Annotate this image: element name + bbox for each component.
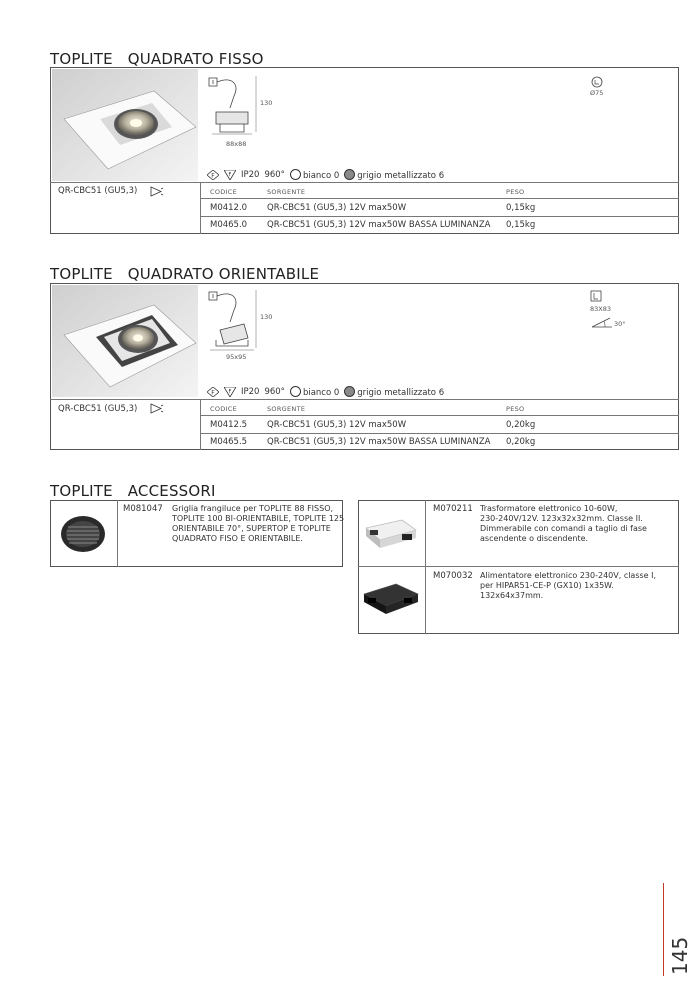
spec-line-fisso (207, 169, 444, 181)
header-code: CODICE (210, 405, 238, 413)
accessory-description: Griglia frangiluce per TOPLITE 88 FISSO, TOPLITE 100 BI-ORIENTABILE, TOPLITE 125 ORIENTABILE 70°, SUPERTOP E TOPLITE QUADRATO FISO E ORIENTABILE. (172, 504, 345, 543)
row-weight: 0,15kg (506, 220, 536, 230)
triangle-f-icon (224, 387, 236, 397)
finish-grey-label: grigio metallizzato 6 (357, 388, 445, 398)
finish-grey-swatch (344, 169, 355, 180)
class-diamond-icon (207, 387, 219, 397)
row-code: M0412.5 (210, 420, 248, 430)
table-row-rule (200, 433, 679, 434)
svg-text:F: F (228, 172, 232, 178)
header-source: SORGENTE (267, 188, 306, 196)
accessory-divider (117, 500, 118, 567)
lamp-type-orientabile: QR-CBC51 (GU5,3) (58, 404, 138, 414)
svg-text:F: F (211, 172, 215, 180)
cutout-size-orientabile: 83X83 (590, 305, 611, 313)
table-row-rule (200, 216, 679, 217)
glow-wire-temp: 960° (264, 170, 285, 180)
finish-white-label: bianco 0 (302, 388, 340, 398)
row-weight: 0,15kg (506, 203, 536, 213)
row-code: M0465.5 (210, 437, 248, 447)
table-col-divider (200, 399, 201, 450)
cutout-square-icon (590, 290, 602, 302)
accessory-code: M081047 (123, 504, 163, 514)
drawing-size-fisso: 88x88 (226, 140, 247, 148)
svg-text:F: F (228, 389, 232, 395)
svg-text:F: F (211, 389, 215, 397)
accessory-code: M070211 (433, 504, 473, 514)
accessory-row-rule (358, 566, 679, 567)
class-diamond-icon (207, 170, 219, 180)
section-title-fisso: TOPLITE QUADRATO FISSO (50, 50, 264, 68)
cutout-round-icon (590, 75, 604, 89)
drawing-height-orientabile: 130 (260, 313, 273, 321)
row-code: M0412.0 (210, 203, 248, 213)
row-weight: 0,20kg (506, 420, 536, 430)
glow-wire-temp: 960° (264, 387, 285, 397)
accessory-photo-transformer (362, 514, 420, 550)
page-accent-line (663, 883, 664, 976)
table-header-rule (200, 415, 679, 416)
accessory-photo-power-supply (360, 578, 422, 618)
tilt-angle-icon (591, 317, 613, 329)
lamp-type-fisso: QR-CBC51 (GU5,3) (58, 186, 138, 196)
finish-grey-swatch (344, 386, 355, 397)
tilt-angle: 30° (614, 320, 626, 328)
row-source: QR-CBC51 (GU5,3) 12V max50W BASSA LUMINANZA (267, 437, 491, 447)
product-photo-orientabile (52, 285, 198, 397)
lamp-beam-icon (150, 186, 164, 197)
table-col-divider (200, 182, 201, 234)
finish-grey-label: grigio metallizzato 6 (357, 171, 445, 181)
row-source: QR-CBC51 (GU5,3) 12V max50W (267, 203, 407, 213)
triangle-f-icon (224, 170, 236, 180)
finish-white-swatch (290, 386, 301, 397)
table-top-rule (50, 399, 679, 400)
header-weight: PESO (506, 188, 525, 196)
drawing-height-fisso: 130 (260, 99, 273, 107)
lamp-beam-icon (150, 403, 164, 414)
accessory-description: Trasformatore elettronico 10-60W, 230-240V/12V. 123x32x32mm. Classe II. Dimmerabile con comandi a taglio di fase ascendente o discendente. (480, 504, 647, 543)
header-code: CODICE (210, 188, 238, 196)
product-photo-fisso (52, 69, 198, 181)
accessory-description: Alimentatore elettronico 230-240V, classe I, per HIPAR51-CE-P (GX10) 1x35W. 132x64x37mm. (480, 571, 657, 600)
row-source: QR-CBC51 (GU5,3) 12V max50W BASSA LUMINANZA (267, 220, 491, 230)
accessory-code: M070032 (433, 571, 473, 581)
spec-line-orientabile (207, 386, 444, 398)
cutout-size-fisso: Ø75 (590, 89, 604, 97)
section-title-accessori: TOPLITE ACCESSORI (50, 482, 216, 500)
finish-white-swatch (290, 169, 301, 180)
header-source: SORGENTE (267, 405, 306, 413)
accessory-divider (425, 500, 426, 634)
finish-white-label: bianco 0 (302, 171, 340, 181)
row-source: QR-CBC51 (GU5,3) 12V max50W (267, 420, 407, 430)
row-code: M0465.0 (210, 220, 248, 230)
accessory-photo-grille (54, 512, 112, 556)
section-title-orientabile: TOPLITE QUADRATO ORIENTABILE (50, 265, 320, 283)
ip-rating: IP20 (241, 387, 260, 397)
ip-rating: IP20 (241, 170, 260, 180)
page-number: 145 (668, 936, 692, 975)
drawing-size-orientabile: 95x95 (226, 353, 247, 361)
row-weight: 0,20kg (506, 437, 536, 447)
table-top-rule (50, 182, 679, 183)
header-weight: PESO (506, 405, 525, 413)
table-header-rule (200, 198, 679, 199)
